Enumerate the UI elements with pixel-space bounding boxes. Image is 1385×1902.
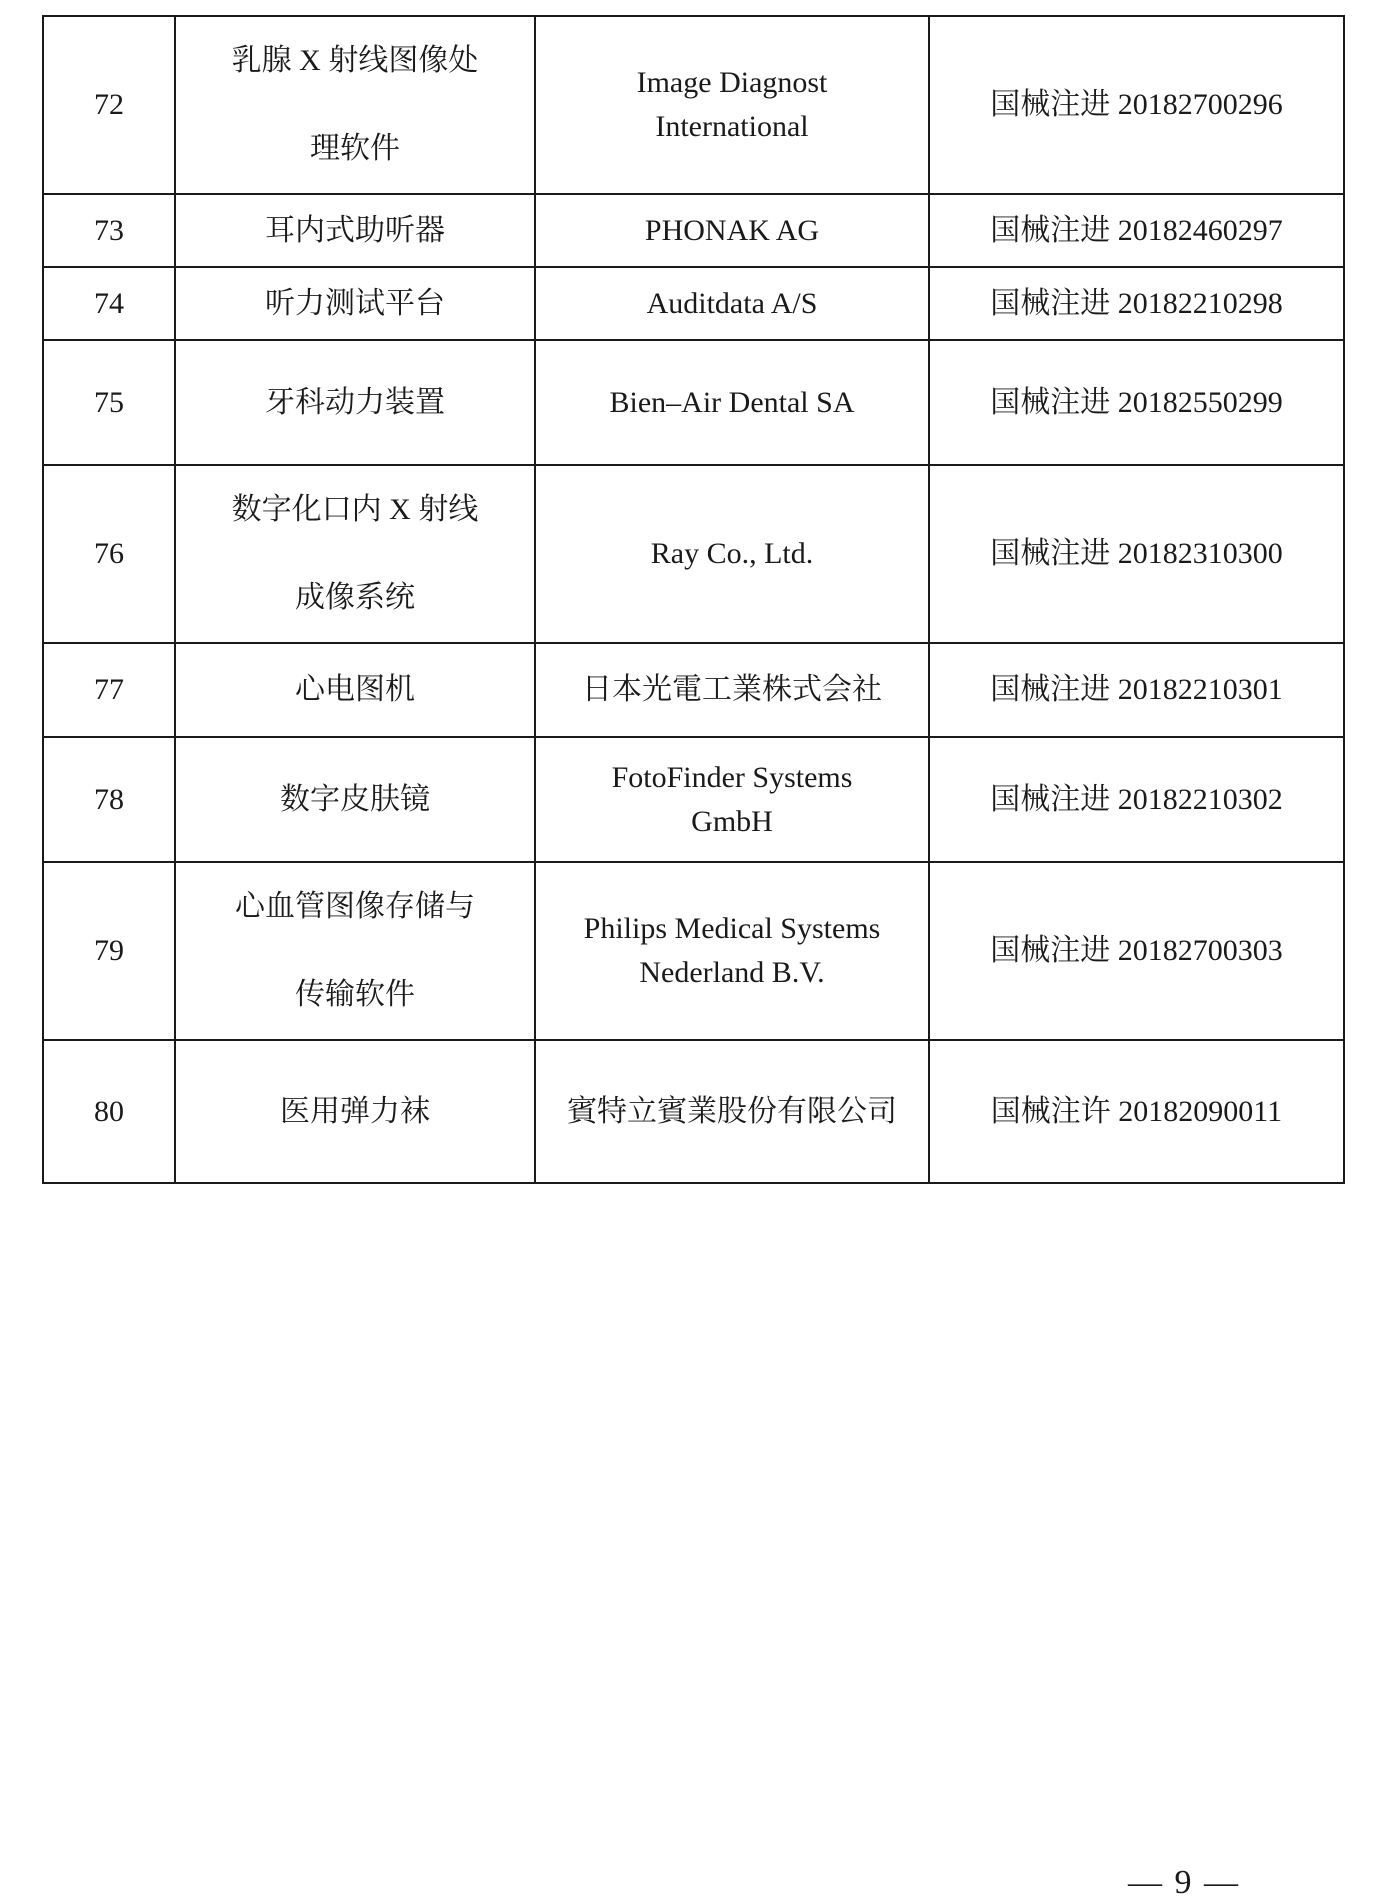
table-row: [43, 194, 1344, 267]
table-row: [43, 862, 1344, 1040]
registration-number: 国械注进 20182460297: [929, 194, 1344, 267]
product-name: [175, 16, 535, 194]
manufacturer-text: Ray Co., Ltd.: [650, 537, 814, 570]
manufacturer-text: Image Diagnost International: [636, 66, 828, 143]
manufacturer-text: PHONAK AG: [644, 213, 820, 247]
device-registration-table: [42, 15, 1345, 1184]
manufacturer: [535, 862, 929, 1040]
manufacturer: [535, 16, 929, 194]
registration-number: 国械注进 20182210298: [929, 267, 1344, 340]
row-number: 78: [43, 737, 175, 862]
registration-number: 国械注进 20182700296: [929, 16, 1344, 194]
row-number: 77: [43, 643, 175, 737]
row-number: 72: [43, 16, 175, 194]
registration-number: 国械注进 20182210301: [929, 643, 1344, 737]
product-name-text: 耳内式助听器: [265, 213, 445, 247]
row-number: 74: [43, 267, 175, 340]
product-name: [175, 737, 535, 862]
product-name-text: 数字化口内 X 射线成像系统: [231, 493, 479, 614]
table-row: [43, 340, 1344, 465]
registration-number: 国械注进 20182550299: [929, 340, 1344, 465]
manufacturer: [535, 737, 929, 862]
registration-number: 国械注进 20182210302: [929, 737, 1344, 862]
registration-number: 国械注许 20182090011: [929, 1040, 1344, 1183]
product-name-text: 医用弹力袜: [280, 1094, 430, 1128]
manufacturer: [535, 267, 929, 340]
manufacturer: [535, 1040, 929, 1183]
product-name: [175, 862, 535, 1040]
manufacturer-text: Auditdata A/S: [646, 286, 818, 320]
manufacturer: [535, 643, 929, 737]
product-name: [175, 340, 535, 465]
product-name: [175, 465, 535, 643]
product-name-text: 乳腺 X 射线图像处理软件: [231, 44, 479, 165]
row-number: 80: [43, 1040, 175, 1183]
product-name-text: 数字皮肤镜: [280, 782, 430, 816]
row-number: 79: [43, 862, 175, 1040]
manufacturer-text: Philips Medical Systems Nederland B.V.: [583, 912, 881, 989]
table-row: [43, 267, 1344, 340]
registration-number: 国械注进 20182700303: [929, 862, 1344, 1040]
product-name-text: 心电图机: [295, 673, 415, 706]
table-row: [43, 737, 1344, 862]
row-number: 76: [43, 465, 175, 643]
product-name-text: 牙科动力装置: [265, 385, 445, 419]
manufacturer-text: 日本光電工業株式会社: [582, 673, 882, 706]
registration-number: 国械注进 20182310300: [929, 465, 1344, 643]
row-number: 75: [43, 340, 175, 465]
table-row: [43, 1040, 1344, 1183]
manufacturer: [535, 194, 929, 267]
manufacturer-text: FotoFinder Systems GmbH: [611, 760, 853, 838]
table-row: [43, 643, 1344, 737]
manufacturer-text: Bien–Air Dental SA: [609, 385, 855, 419]
product-name: [175, 267, 535, 340]
manufacturer: [535, 465, 929, 643]
manufacturer: [535, 340, 929, 465]
table-row: [43, 465, 1344, 643]
page-number: — 9 —: [1128, 1864, 1240, 1901]
product-name-text: 听力测试平台: [265, 286, 445, 320]
product-name: [175, 194, 535, 267]
product-name: [175, 1040, 535, 1183]
product-name-text: 心血管图像存储与传输软件: [235, 890, 475, 1011]
product-name: [175, 643, 535, 737]
row-number: 73: [43, 194, 175, 267]
manufacturer-text: 賓特立賓業股份有限公司: [567, 1094, 897, 1128]
table-row: [43, 16, 1344, 194]
